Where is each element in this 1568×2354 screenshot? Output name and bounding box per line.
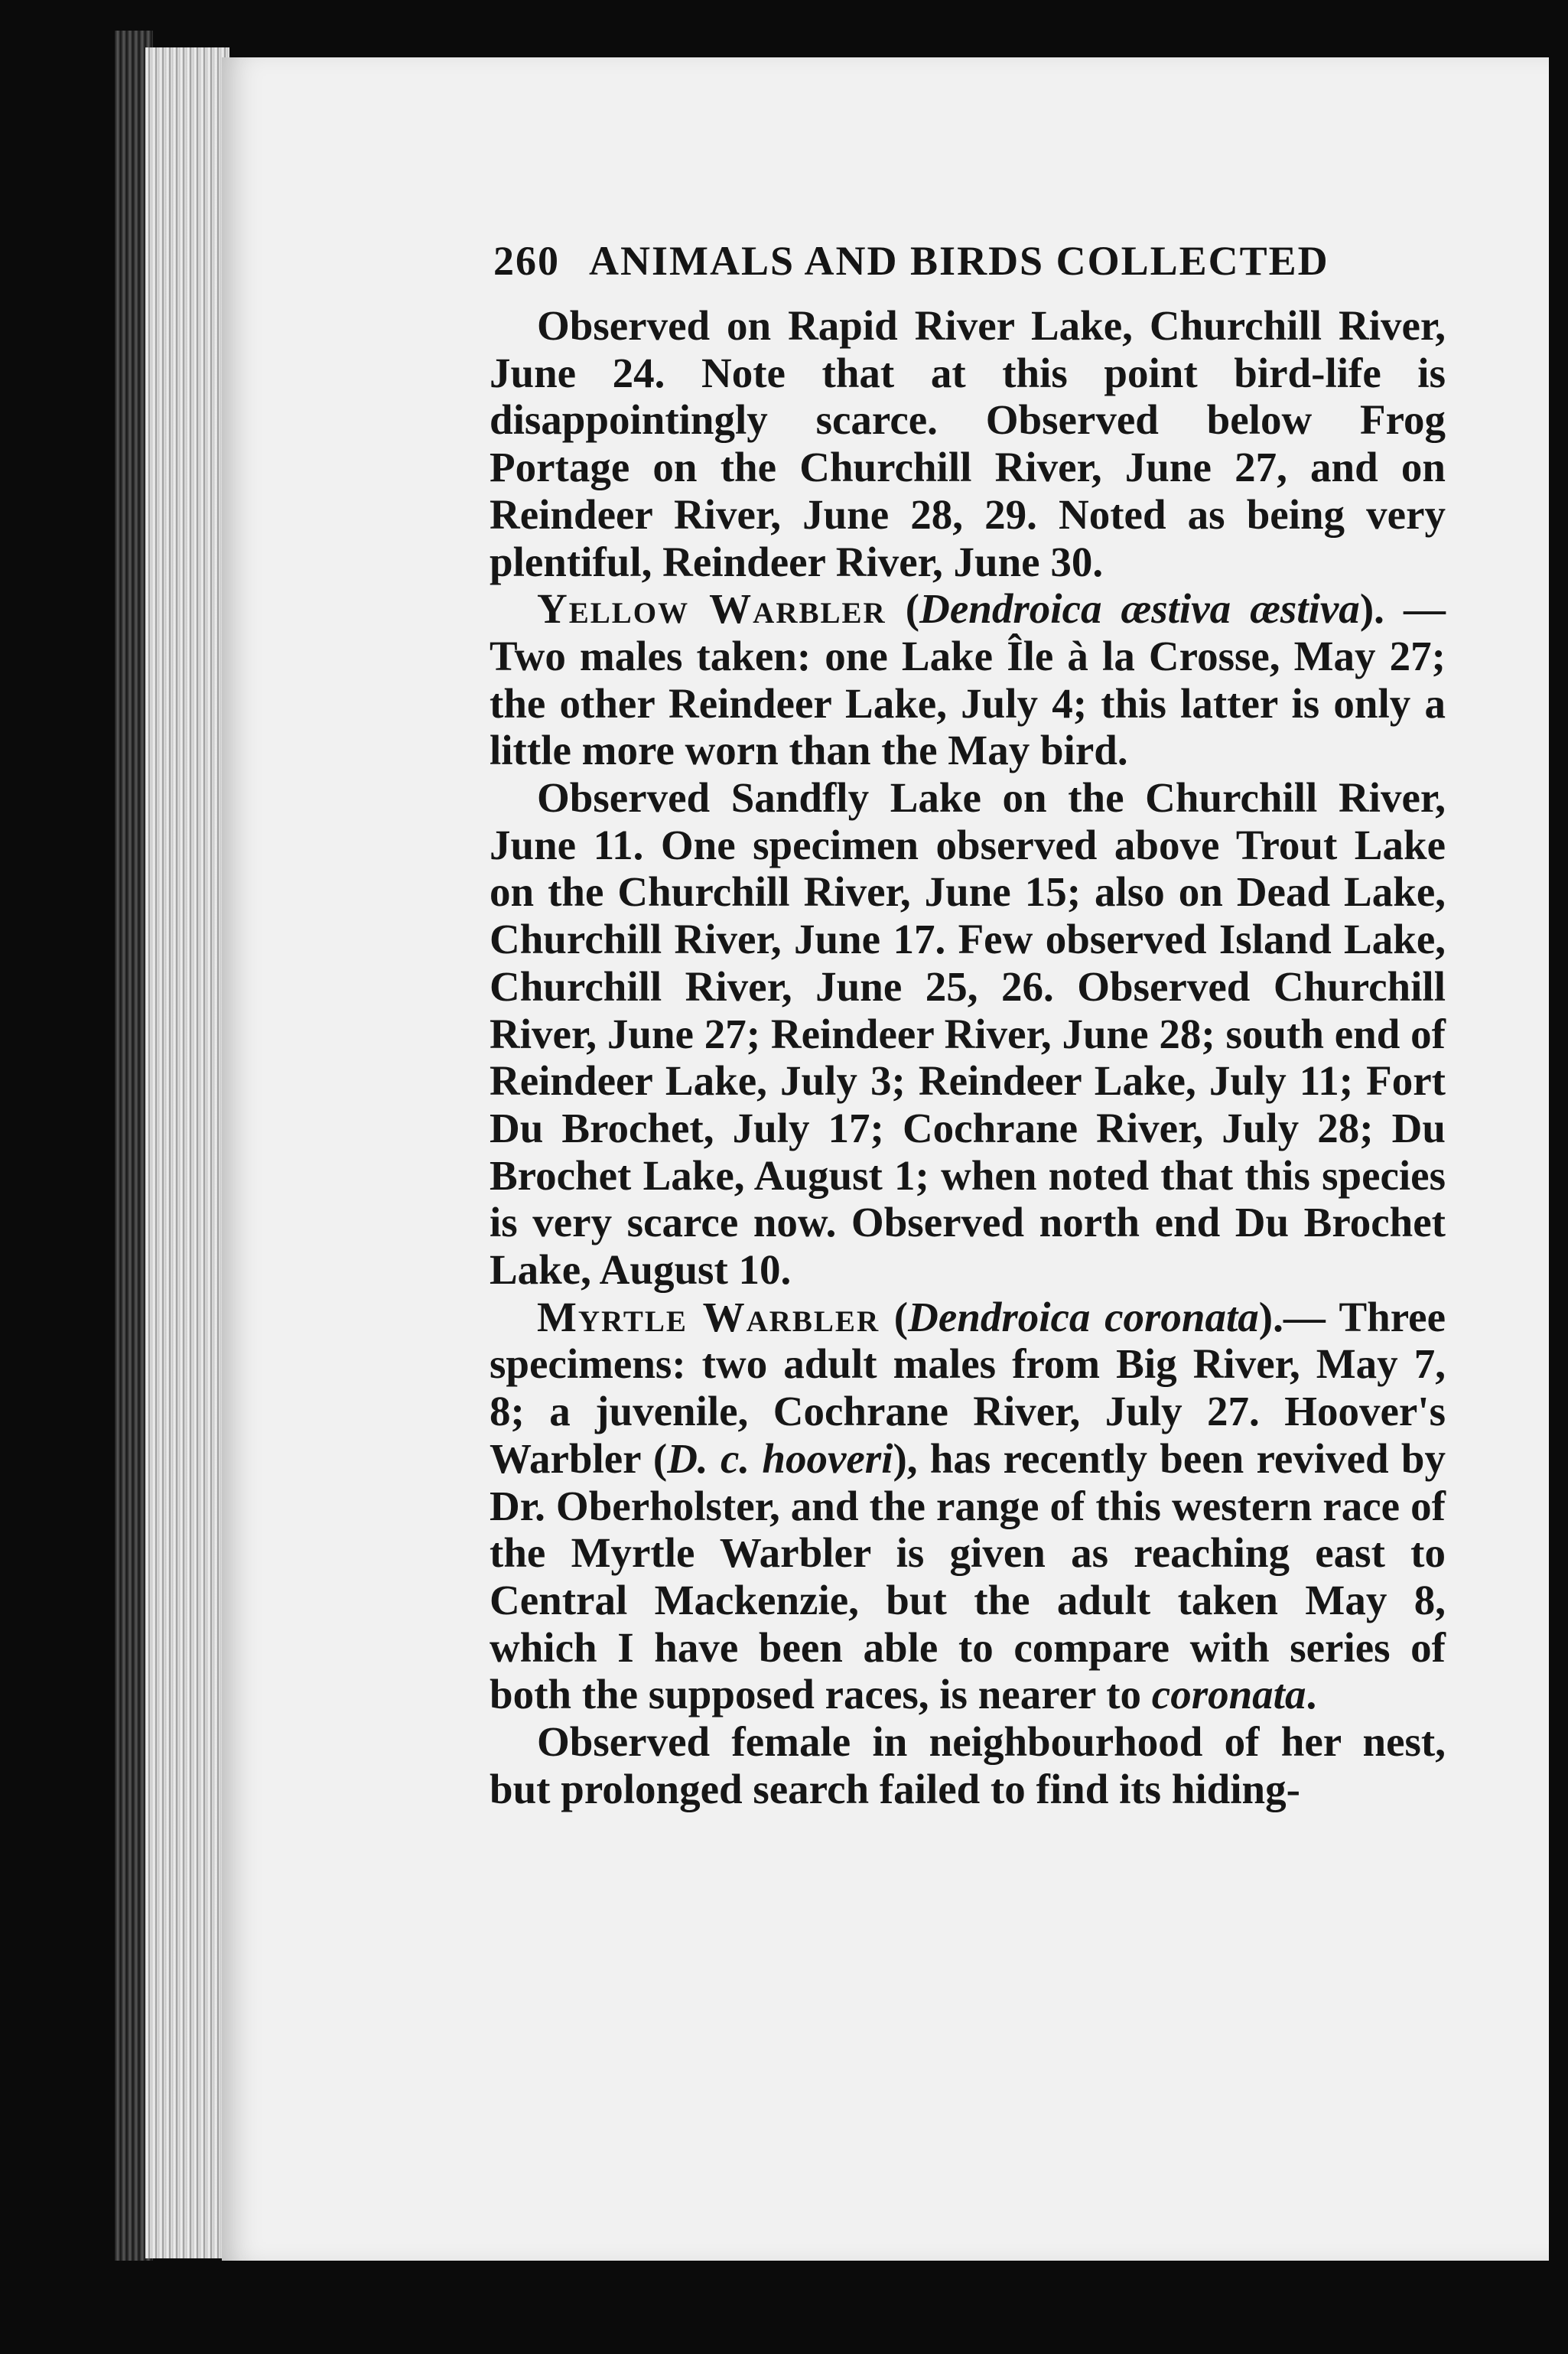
paragraph-yellow-warbler: Yellow Warbler (Dendroica æstiva æstiva). —Two males taken: one Lake Île à la Crosse, May 27; the other Reindeer Lake, July 4; this latter is only a little more worn than the May bird. xyxy=(490,585,1446,774)
species-name: Myrtle Warbler xyxy=(537,1293,880,1340)
scientific-name: D. c. hooveri xyxy=(667,1434,893,1482)
running-header xyxy=(493,237,1449,285)
scientific-name: coronata xyxy=(1151,1671,1306,1718)
running-title: ANIMALS AND BIRDS COLLECTED xyxy=(589,238,1329,284)
paragraph-sandfly-lake: Observed Sandfly Lake on the Churchill River, June 11. One specimen observed above Trout Lake on the Churchill River, June 15; also on Dead Lake, Churchill River, June 17. Few observed Island Lake, Churchill River, June 25, 26. Observed Churchill River, June 27; Reindeer River, June 28; south end of Reindeer Lake, July 3; Reindeer Lake, July 11; Fort Du Brochet, July 17; Cochrane River, July 28; Du Brochet Lake, August 1; when noted that this species is very scarce now. Observed north end Du Brochet Lake, August 10. xyxy=(490,774,1446,1294)
species-name: Yellow Warbler xyxy=(537,585,886,633)
scientific-name: Dendroica coronata xyxy=(908,1293,1259,1340)
paragraph-myrtle-warbler: Myrtle Warbler (Dendroica coronata).— Three specimens: two adult males from Big River, May 7, 8; a juvenile, Cochrane River, July 27. Hoover's Warbler (D. c. hooveri), has recently been revived by Dr. Oberholster, and the range of this western race of the Myrtle Warbler is given as reaching east to Central Mackenzie, but the adult taken May 8, which I have been able to compare with series of both the supposed races, is nearer to coronata. xyxy=(490,1293,1446,1718)
scientific-name: Dendroica æstiva æstiva xyxy=(919,585,1360,633)
scan-border-bottom xyxy=(0,2261,1568,2354)
page-number: 260 xyxy=(493,238,560,284)
page-body xyxy=(490,302,1446,1813)
paragraph-rapid-river: Observed on Rapid River Lake, Churchill River, June 24. Note that at this point bird-life is disappointingly scarce. Observed below Frog Portage on the Churchill River, June 27, and on Reindeer River, June 28, 29. Noted as being very plentiful, Reindeer River, June 30. xyxy=(490,302,1446,585)
page-stack-edges xyxy=(145,47,229,2258)
paragraph-observed-female: Observed female in neighbourhood of her nest, but prolonged search failed to find its hiding- xyxy=(490,1718,1446,1812)
